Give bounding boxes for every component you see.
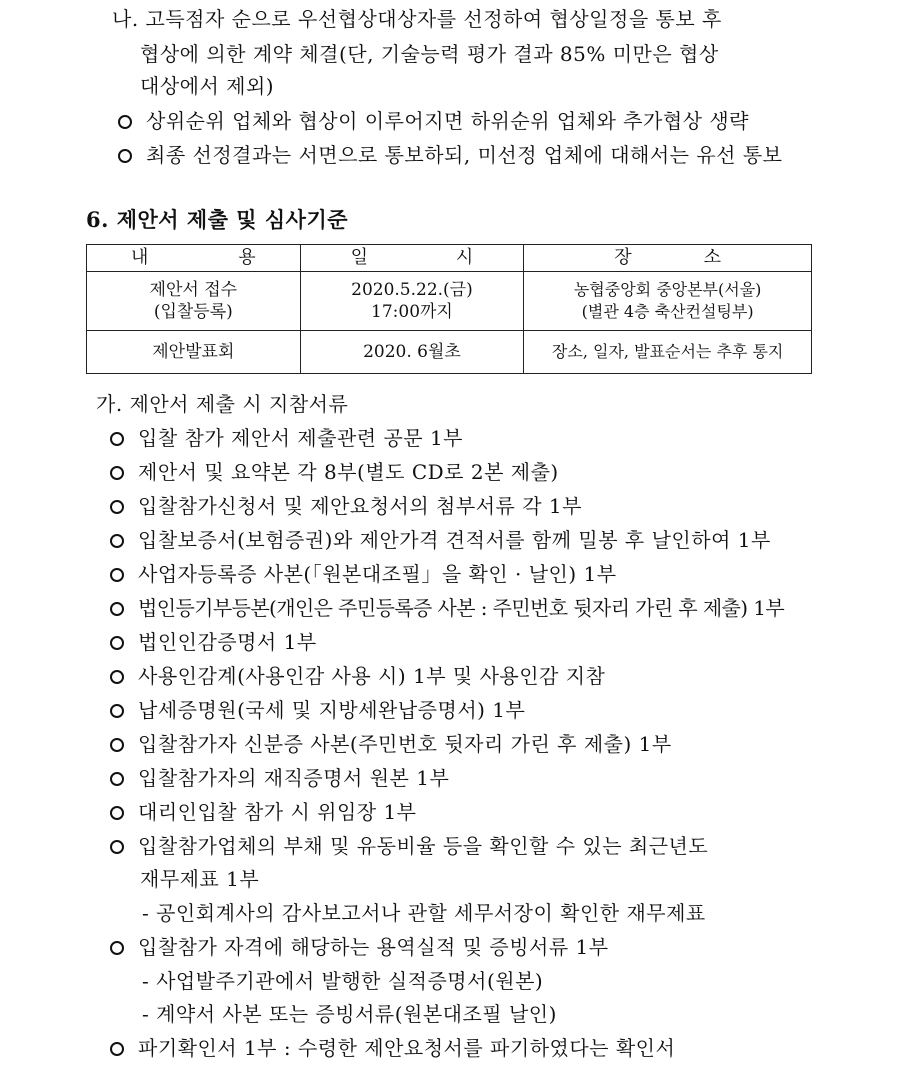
cell-datetime: 2020. 6월초 xyxy=(300,331,524,374)
list-item: 제안서 및 요약본 각 8부(별도 CD로 2본 제출) xyxy=(110,459,559,485)
dash-item: - 사업발주기관에서 발행한 실적증명서(원본) xyxy=(142,969,544,993)
circle-bullet-icon xyxy=(110,1042,124,1056)
table-header-row xyxy=(87,245,812,272)
list-item: 입찰 참가 제안서 제출관련 공문 1부 xyxy=(110,425,463,451)
list-item: 최종 선정결과는 서면으로 통보하되, 미선정 업체에 대해서는 유선 통보 xyxy=(118,142,783,168)
list-item: 입찰보증서(보험증권)와 제안가격 견적서를 함께 밀봉 후 날인하여 1부 xyxy=(110,527,771,553)
circle-bullet-icon xyxy=(118,115,132,129)
schedule-table xyxy=(86,244,812,374)
circle-bullet-icon xyxy=(118,149,132,163)
circle-bullet-icon xyxy=(110,670,124,684)
item-na-line2: 협상에 의한 계약 체결(단, 기술능력 평가 결과 85% 미만은 협상 xyxy=(140,42,719,66)
cell-datetime: 2020.5.22.(금) 17:00까지 xyxy=(300,272,524,331)
circle-bullet-icon xyxy=(110,840,124,854)
circle-bullet-icon xyxy=(110,704,124,718)
circle-bullet-icon xyxy=(110,636,124,650)
circle-bullet-icon xyxy=(110,806,124,820)
list-item: 입찰참가업체의 부채 및 유동비율 등을 확인할 수 있는 최근년도 xyxy=(110,833,708,859)
list-item: 대리인입찰 참가 시 위임장 1부 xyxy=(110,799,417,825)
list-item: 입찰참가신청서 및 제안요청서의 첨부서류 각 1부 xyxy=(110,493,582,519)
header-place: 장 소 xyxy=(524,245,812,272)
dash-item: - 계약서 사본 또는 증빙서류(원본대조필 날인) xyxy=(142,1002,557,1026)
header-datetime: 일 시 xyxy=(300,245,524,272)
list-item: 입찰참가 자격에 해당하는 용역실적 및 증빙서류 1부 xyxy=(110,934,609,960)
list-item: 파기확인서 1부 : 수령한 제안요청서를 파기하였다는 확인서 xyxy=(110,1035,675,1061)
circle-bullet-icon xyxy=(110,432,124,446)
circle-bullet-icon xyxy=(110,534,124,548)
list-item: 법인등기부등본(개인은 주민등록증 사본 : 주민번호 뒷자리 가린 후 제출) 1부 xyxy=(110,595,784,621)
circle-bullet-icon xyxy=(110,602,124,616)
list-item: 사용인감계(사용인감 사용 시) 1부 및 사용인감 지참 xyxy=(110,663,605,689)
cell-place: 농협중앙회 중앙본부(서울) (별관 4층 축산컨설팅부) xyxy=(524,272,812,331)
circle-bullet-icon xyxy=(110,772,124,786)
header-content: 내 용 xyxy=(87,245,301,272)
circle-bullet-icon xyxy=(110,738,124,752)
table-row xyxy=(87,272,812,331)
dash-item: - 공인회계사의 감사보고서나 관할 세무서장이 확인한 재무제표 xyxy=(142,901,706,925)
list-item: 입찰참가자의 재직증명서 원본 1부 xyxy=(110,765,449,791)
section-title: 6. 제안서 제출 및 심사기준 xyxy=(86,207,349,232)
list-item-continuation: 재무제표 1부 xyxy=(140,867,260,891)
item-na-line1: 나. 고득점자 순으로 우선협상대상자를 선정하여 협상일정을 통보 후 xyxy=(112,7,722,31)
list-item: 상위순위 업체와 협상이 이루어지면 하위순위 업체와 추가협상 생략 xyxy=(118,108,749,134)
circle-bullet-icon xyxy=(110,941,124,955)
list-item: 납세증명원(국세 및 지방세완납증명서) 1부 xyxy=(110,697,525,723)
cell-place: 장소, 일자, 발표순서는 추후 통지 xyxy=(524,331,812,374)
table-row xyxy=(87,331,812,374)
item-na-line3: 대상에서 제외) xyxy=(140,74,275,98)
list-item: 법인인감증명서 1부 xyxy=(110,629,317,655)
cell-content: 제안서 접수 (입찰등록) xyxy=(87,272,301,331)
cell-content: 제안발표회 xyxy=(87,331,301,374)
circle-bullet-icon xyxy=(110,466,124,480)
circle-bullet-icon xyxy=(110,500,124,514)
list-item: 사업자등록증 사본(「원본대조필」을 확인 · 날인) 1부 xyxy=(110,561,617,587)
circle-bullet-icon xyxy=(110,568,124,582)
list-item: 입찰참가자 신분증 사본(주민번호 뒷자리 가린 후 제출) 1부 xyxy=(110,731,672,757)
subsection-title: 가. 제안서 제출 시 지참서류 xyxy=(96,392,349,416)
